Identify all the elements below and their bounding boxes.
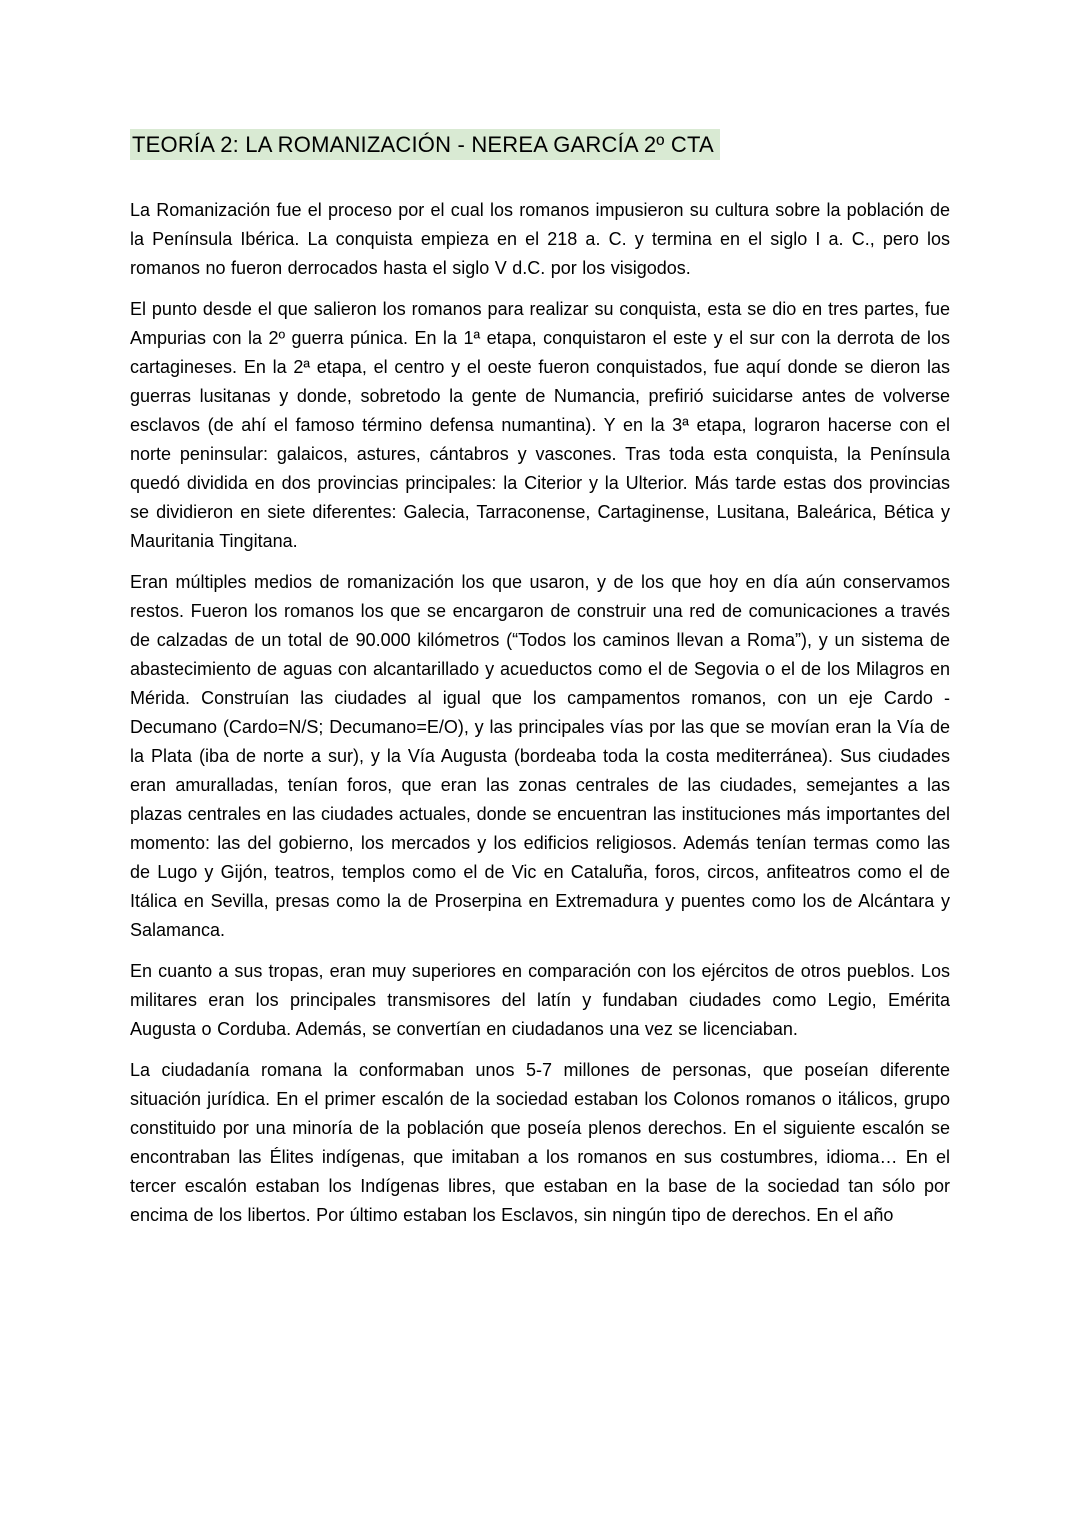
paragraph-ciudadania: La ciudadanía romana la conformaban unos 5-7 millones de personas, que poseían diferente situación jurídica. En el primer escalón de la sociedad estaban los Colonos romanos o itálicos, grupo constituido por una minoría de la población que poseía plenos derechos. En el siguiente escalón se encontraban las Élites indígenas, que imitaban a los romanos en sus costumbres, idioma… En el tercer escalón estaban los Indígenas libres, que estaban en la base de la sociedad tan sólo por encima de los libertos. Por último estaban los Esclavos, sin ningún tipo de derechos. En el año bbox=[130, 1059, 950, 1225]
paragraph-intro-romanizacion: La Romanización fue el proceso por el cual los romanos impusieron su cultura sobre la población de la Península Ibérica. La conquista empieza en el 218 a. C. y termina en el siglo I a. C., pero los romanos no fueron derrocados hasta el siglo V d.C. por los visigodos. bbox=[130, 199, 950, 278]
paragraph-etapas-conquista: El punto desde el que salieron los romanos para realizar su conquista, esta se dio en tres partes, fue Ampurias con la 2º guerra púnica. En la 1ª etapa, conquistaron el este y el sur con la derrota de los cartagineses. En la 2ª etapa, el centro y el oeste fueron conquistados, fue aquí donde se dieron las guerras lusitanas y donde, sobretodo la gente de Numancia, prefirió suicidarse antes de volverse esclavos (de ahí el famoso término defensa numantina). Y en la 3ª etapa, lograron hacerse con el norte peninsular: galaicos, astures, cántabros y vascones. Tras toda esta conquista, la Península quedó dividida en dos provincias principales: la Citerior y la Ulterior. Más tarde estas dos provincias se dividieron en siete diferentes: Galecia, Tarraconense, Cartaginense, Lusitana, Baleárica, Bética y Mauritania Tingitana. bbox=[130, 298, 950, 551]
paragraph-medios-romanizacion: Eran múltiples medios de romanización los que usaron, y de los que hoy en día aún conservamos restos. Fueron los romanos los que se encargaron de construir una red de comunicaciones a través de calzadas de un total de 90.000 kilómetros (“Todos los caminos llevan a Roma”), y un sistema de abastecimiento de aguas con alcantarillado y acueductos como el de Segovia o el de los Milagros en Mérida. Construían las ciudades al igual que los campamentos romanos, con un eje Cardo - Decumano (Cardo=N/S; Decumano=E/O), y las principales vías por las que se movían eran la Vía de la Plata (iba de norte a sur), y la Vía Augusta (bordeaba toda la costa mediterránea). Sus ciudades eran amuralladas, tenían foros, que eran las zonas centrales de las ciudades, semejantes a las plazas centrales en las ciudades actuales, donde se encuentran las instituciones más importantes del momento: las del gobierno, los mercados y los edificios religiosos. Además tenían termas como las de Lugo y Gijón, teatros, templos como el de Vic en Cataluña, foros, circos, anfiteatros como el de Itálica en Sevilla, presas como la de Proserpina en Extremadura y puentes como los de Alcántara y Salamanca. bbox=[130, 571, 950, 940]
highlighted-title-text: TEORÍA 2: LA ROMANIZACIÓN - NEREA GARCÍA 2º CTA bbox=[130, 129, 720, 160]
document-title bbox=[130, 130, 950, 160]
paragraph-tropas: En cuanto a sus tropas, eran muy superiores en comparación con los ejércitos de otros pueblos. Los militares eran los principales transmisores del latín y fundaban ciudades como Legio, Emérita Augusta o Corduba. Además, se convertían en ciudadanos una vez se licenciaban. bbox=[130, 960, 950, 1039]
